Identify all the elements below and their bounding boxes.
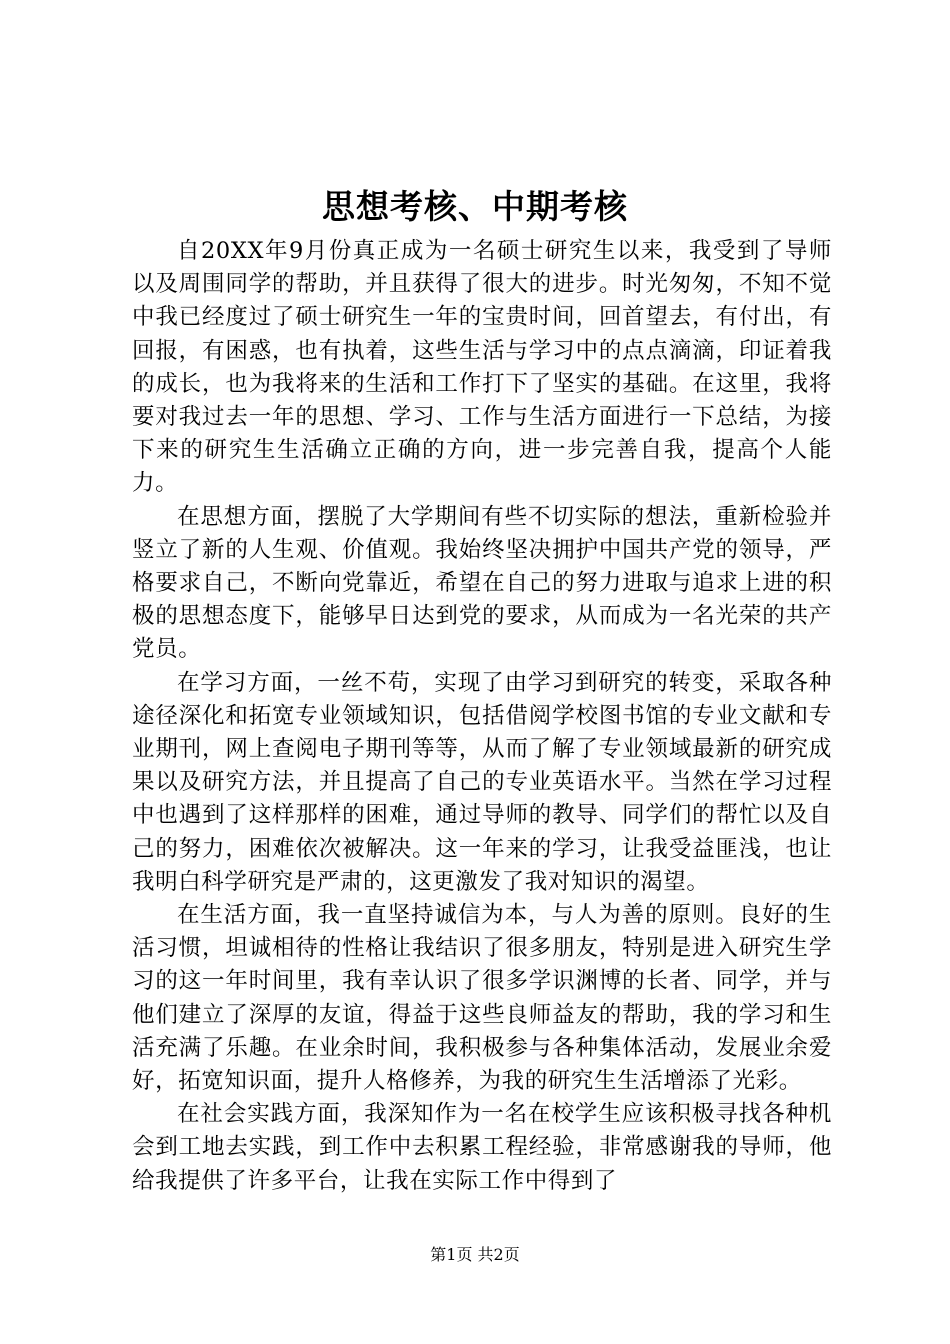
page-number-footer: 第1页 共2页 <box>430 1245 520 1264</box>
paragraph-practice: 在社会实践方面，我深知作为一名在校学生应该积极寻找各种机会到工地去实践，到工作中去积累工程经验，非常感谢我的导师，他给我提供了许多平台，让我在实际工作中得到了 <box>132 1101 832 1194</box>
document-body <box>132 235 832 1198</box>
paragraph-life: 在生活方面，我一直坚持诚信为本，与人为善的原则。良好的生活习惯，坦诚相待的性格让我结识了很多朋友，特别是进入研究生学习的这一年时间里，我有幸认识了很多学识渊博的长者、同学，并与他们建立了深厚的友谊，得益于这些良师益友的帮助，我的学习和生活充满了乐趣。在业余时间，我积极参与各种集体活动，发展业余爱好，拓宽知识面，提升人格修养，为我的研究生生活增添了光彩。 <box>132 902 832 1095</box>
page-title: 思想考核、中期考核 <box>322 187 628 226</box>
paragraph-study: 在学习方面，一丝不苟，实现了由学习到研究的转变，采取各种途径深化和拓宽专业领域知识，包括借阅学校图书馆的专业文献和专业期刊，网上查阅电子期刊等等，从而了解了专业领域最新的研究成果以及研究方法，并且提高了自己的专业英语水平。当然在学习过程中也遇到了这样那样的困难，通过导师的教导、同学们的帮忙以及自己的努力，困难依次被解决。这一年来的学习，让我受益匪浅，也让我明白科学研究是严肃的，这更激发了我对知识的渴望。 <box>132 669 832 895</box>
paragraph-thought: 在思想方面，摆脱了大学期间有些不切实际的想法，重新检验并竖立了新的人生观、价值观。我始终坚决拥护中国共产党的领导，严格要求自己，不断向党靠近，希望在自己的努力进取与追求上进的积极的思想态度下，能够早日达到党的要求，从而成为一名光荣的共产党员。 <box>132 503 832 663</box>
paragraph-intro: 自20XX年9月份真正成为一名硕士研究生以来，我受到了导师以及周围同学的帮助，并且获得了很大的进步。时光匆匆，不知不觉中我已经度过了硕士研究生一年的宝贵时间，回首望去，有付出，有回报，有困惑，也有执着，这些生活与学习中的点点滴滴，印证着我的成长，也为我将来的生活和工作打下了坚实的基础。在这里，我将要对我过去一年的思想、学习、工作与生活方面进行一下总结，为接下来的研究生生活确立正确的方向，进一步完善自我，提高个人能力。 <box>132 238 832 497</box>
